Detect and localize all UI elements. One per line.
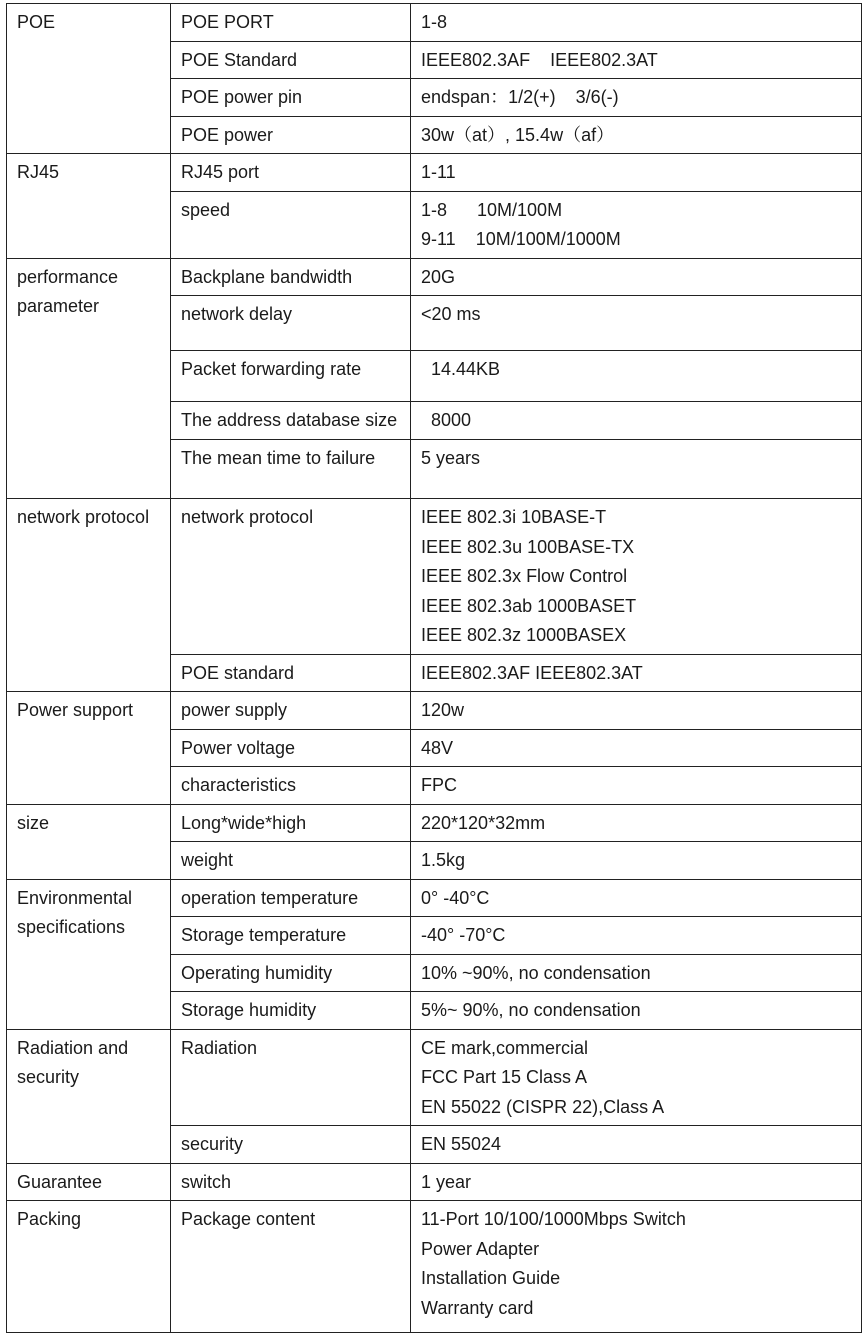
value-line: EN 55024 [421, 1134, 502, 1154]
parameter-cell: Operating humidity [171, 954, 411, 992]
spec-row [7, 804, 862, 842]
value-line: Warranty card [421, 1297, 534, 1318]
value-line: 1 year [421, 1171, 472, 1192]
value-line: 10% ~90%, no condensation [421, 962, 651, 983]
value-cell [411, 654, 862, 692]
value-cell [411, 258, 862, 296]
value-line: 5%~ 90%, no condensation [421, 1000, 641, 1020]
spec-row [7, 1201, 862, 1333]
spec-row [7, 4, 862, 42]
value-line: Installation Guide [421, 1268, 561, 1288]
value-line: 120w [421, 700, 465, 720]
category-cell: Guarantee [7, 1163, 171, 1201]
parameter-cell: speed [171, 191, 411, 258]
value-line: 30w（at）, 15.4w（af） [421, 124, 615, 145]
category-cell: Radiation and security [7, 1029, 171, 1163]
parameter-cell: POE power pin [171, 79, 411, 117]
value-line: Power Adapter [421, 1238, 540, 1259]
value-cell [411, 879, 862, 917]
value-cell [411, 296, 862, 351]
spec-row [7, 692, 862, 730]
value-cell [411, 79, 862, 117]
value-cell [411, 692, 862, 730]
parameter-cell: Long*wide*high [171, 804, 411, 842]
value-line: 1-8 [421, 12, 448, 32]
value-cell [411, 804, 862, 842]
value-line: 8000 [421, 410, 472, 430]
category-cell: Environmental specifications [7, 879, 171, 1029]
value-line: 14.44KB [421, 358, 501, 379]
value-line: CE mark,commercial [421, 1037, 589, 1058]
category-cell: RJ45 [7, 154, 171, 259]
parameter-cell: power supply [171, 692, 411, 730]
parameter-cell: operation temperature [171, 879, 411, 917]
value-line: IEEE 802.3ab 1000BASET [421, 595, 637, 616]
value-cell [411, 402, 862, 440]
value-cell [411, 154, 862, 192]
value-cell [411, 767, 862, 805]
parameter-cell: The mean time to failure [171, 439, 411, 499]
spec-row [7, 1163, 862, 1201]
value-line: IEEE802.3AF IEEE802.3AT [421, 662, 643, 683]
category-cell: Packing [7, 1201, 171, 1333]
parameter-cell: Radiation [171, 1029, 411, 1126]
parameter-cell: POE PORT [171, 4, 411, 42]
value-line: 1-11 [421, 162, 456, 182]
category-cell: network protocol [7, 499, 171, 692]
parameter-cell: Power voltage [171, 729, 411, 767]
value-line: IEEE 802.3u 100BASE-TX [421, 536, 635, 557]
value-cell [411, 1201, 862, 1333]
value-line: 9-11 10M/100M/1000M [421, 229, 621, 249]
value-cell [411, 4, 862, 42]
spec-table-body [7, 4, 862, 1333]
value-cell [411, 191, 862, 258]
value-cell [411, 842, 862, 880]
category-cell: size [7, 804, 171, 879]
value-cell [411, 41, 862, 79]
category-cell: Power support [7, 692, 171, 805]
spec-table [6, 3, 862, 1333]
value-line: IEEE 802.3i 10BASE-T [421, 507, 607, 527]
spec-row [7, 154, 862, 192]
value-cell [411, 116, 862, 154]
value-cell [411, 439, 862, 499]
value-line: IEEE802.3AF IEEE802.3AT [421, 49, 658, 70]
value-line: IEEE 802.3z 1000BASEX [421, 625, 627, 645]
spec-row [7, 879, 862, 917]
category-cell: POE [7, 4, 171, 154]
parameter-cell: POE power [171, 116, 411, 154]
value-cell [411, 350, 862, 402]
spec-row [7, 499, 862, 655]
value-cell [411, 499, 862, 655]
parameter-cell: RJ45 port [171, 154, 411, 192]
spec-row [7, 258, 862, 296]
parameter-cell: switch [171, 1163, 411, 1201]
parameter-cell: Storage temperature [171, 917, 411, 955]
value-cell [411, 917, 862, 955]
value-line: FCC Part 15 Class A [421, 1067, 588, 1087]
value-line: FPC [421, 775, 457, 795]
spec-row [7, 1029, 862, 1126]
parameter-cell: Packet forwarding rate [171, 350, 411, 402]
parameter-cell: network delay [171, 296, 411, 351]
parameter-cell: The address database size [171, 402, 411, 440]
parameter-cell: POE standard [171, 654, 411, 692]
category-cell: performance parameter [7, 258, 171, 499]
value-line: 220*120*32mm [421, 812, 546, 833]
value-line: 5 years [421, 447, 481, 468]
value-cell [411, 1163, 862, 1201]
parameter-cell: Package content [171, 1201, 411, 1333]
value-line: 1-8 10M/100M [421, 199, 563, 220]
parameter-cell: Storage humidity [171, 992, 411, 1030]
value-cell [411, 729, 862, 767]
value-line: EN 55022 (CISPR 22),Class A [421, 1096, 665, 1117]
value-line: IEEE 802.3x Flow Control [421, 566, 628, 586]
value-cell [411, 1126, 862, 1164]
value-line: 1.5kg [421, 850, 466, 870]
value-line: -40° -70°C [421, 925, 506, 945]
value-line: 11-Port 10/100/1000Mbps Switch [421, 1209, 686, 1229]
value-line: endspan：1/2(+) 3/6(-) [421, 87, 619, 107]
value-line: 48V [421, 737, 454, 758]
parameter-cell: Backplane bandwidth [171, 258, 411, 296]
parameter-cell: weight [171, 842, 411, 880]
parameter-cell: characteristics [171, 767, 411, 805]
parameter-cell: POE Standard [171, 41, 411, 79]
value-line: <20 ms [421, 304, 481, 324]
parameter-cell: network protocol [171, 499, 411, 655]
value-cell [411, 954, 862, 992]
value-line: 0° -40°C [421, 887, 490, 908]
parameter-cell: security [171, 1126, 411, 1164]
value-cell [411, 992, 862, 1030]
value-line: 20G [421, 266, 456, 287]
value-cell [411, 1029, 862, 1126]
